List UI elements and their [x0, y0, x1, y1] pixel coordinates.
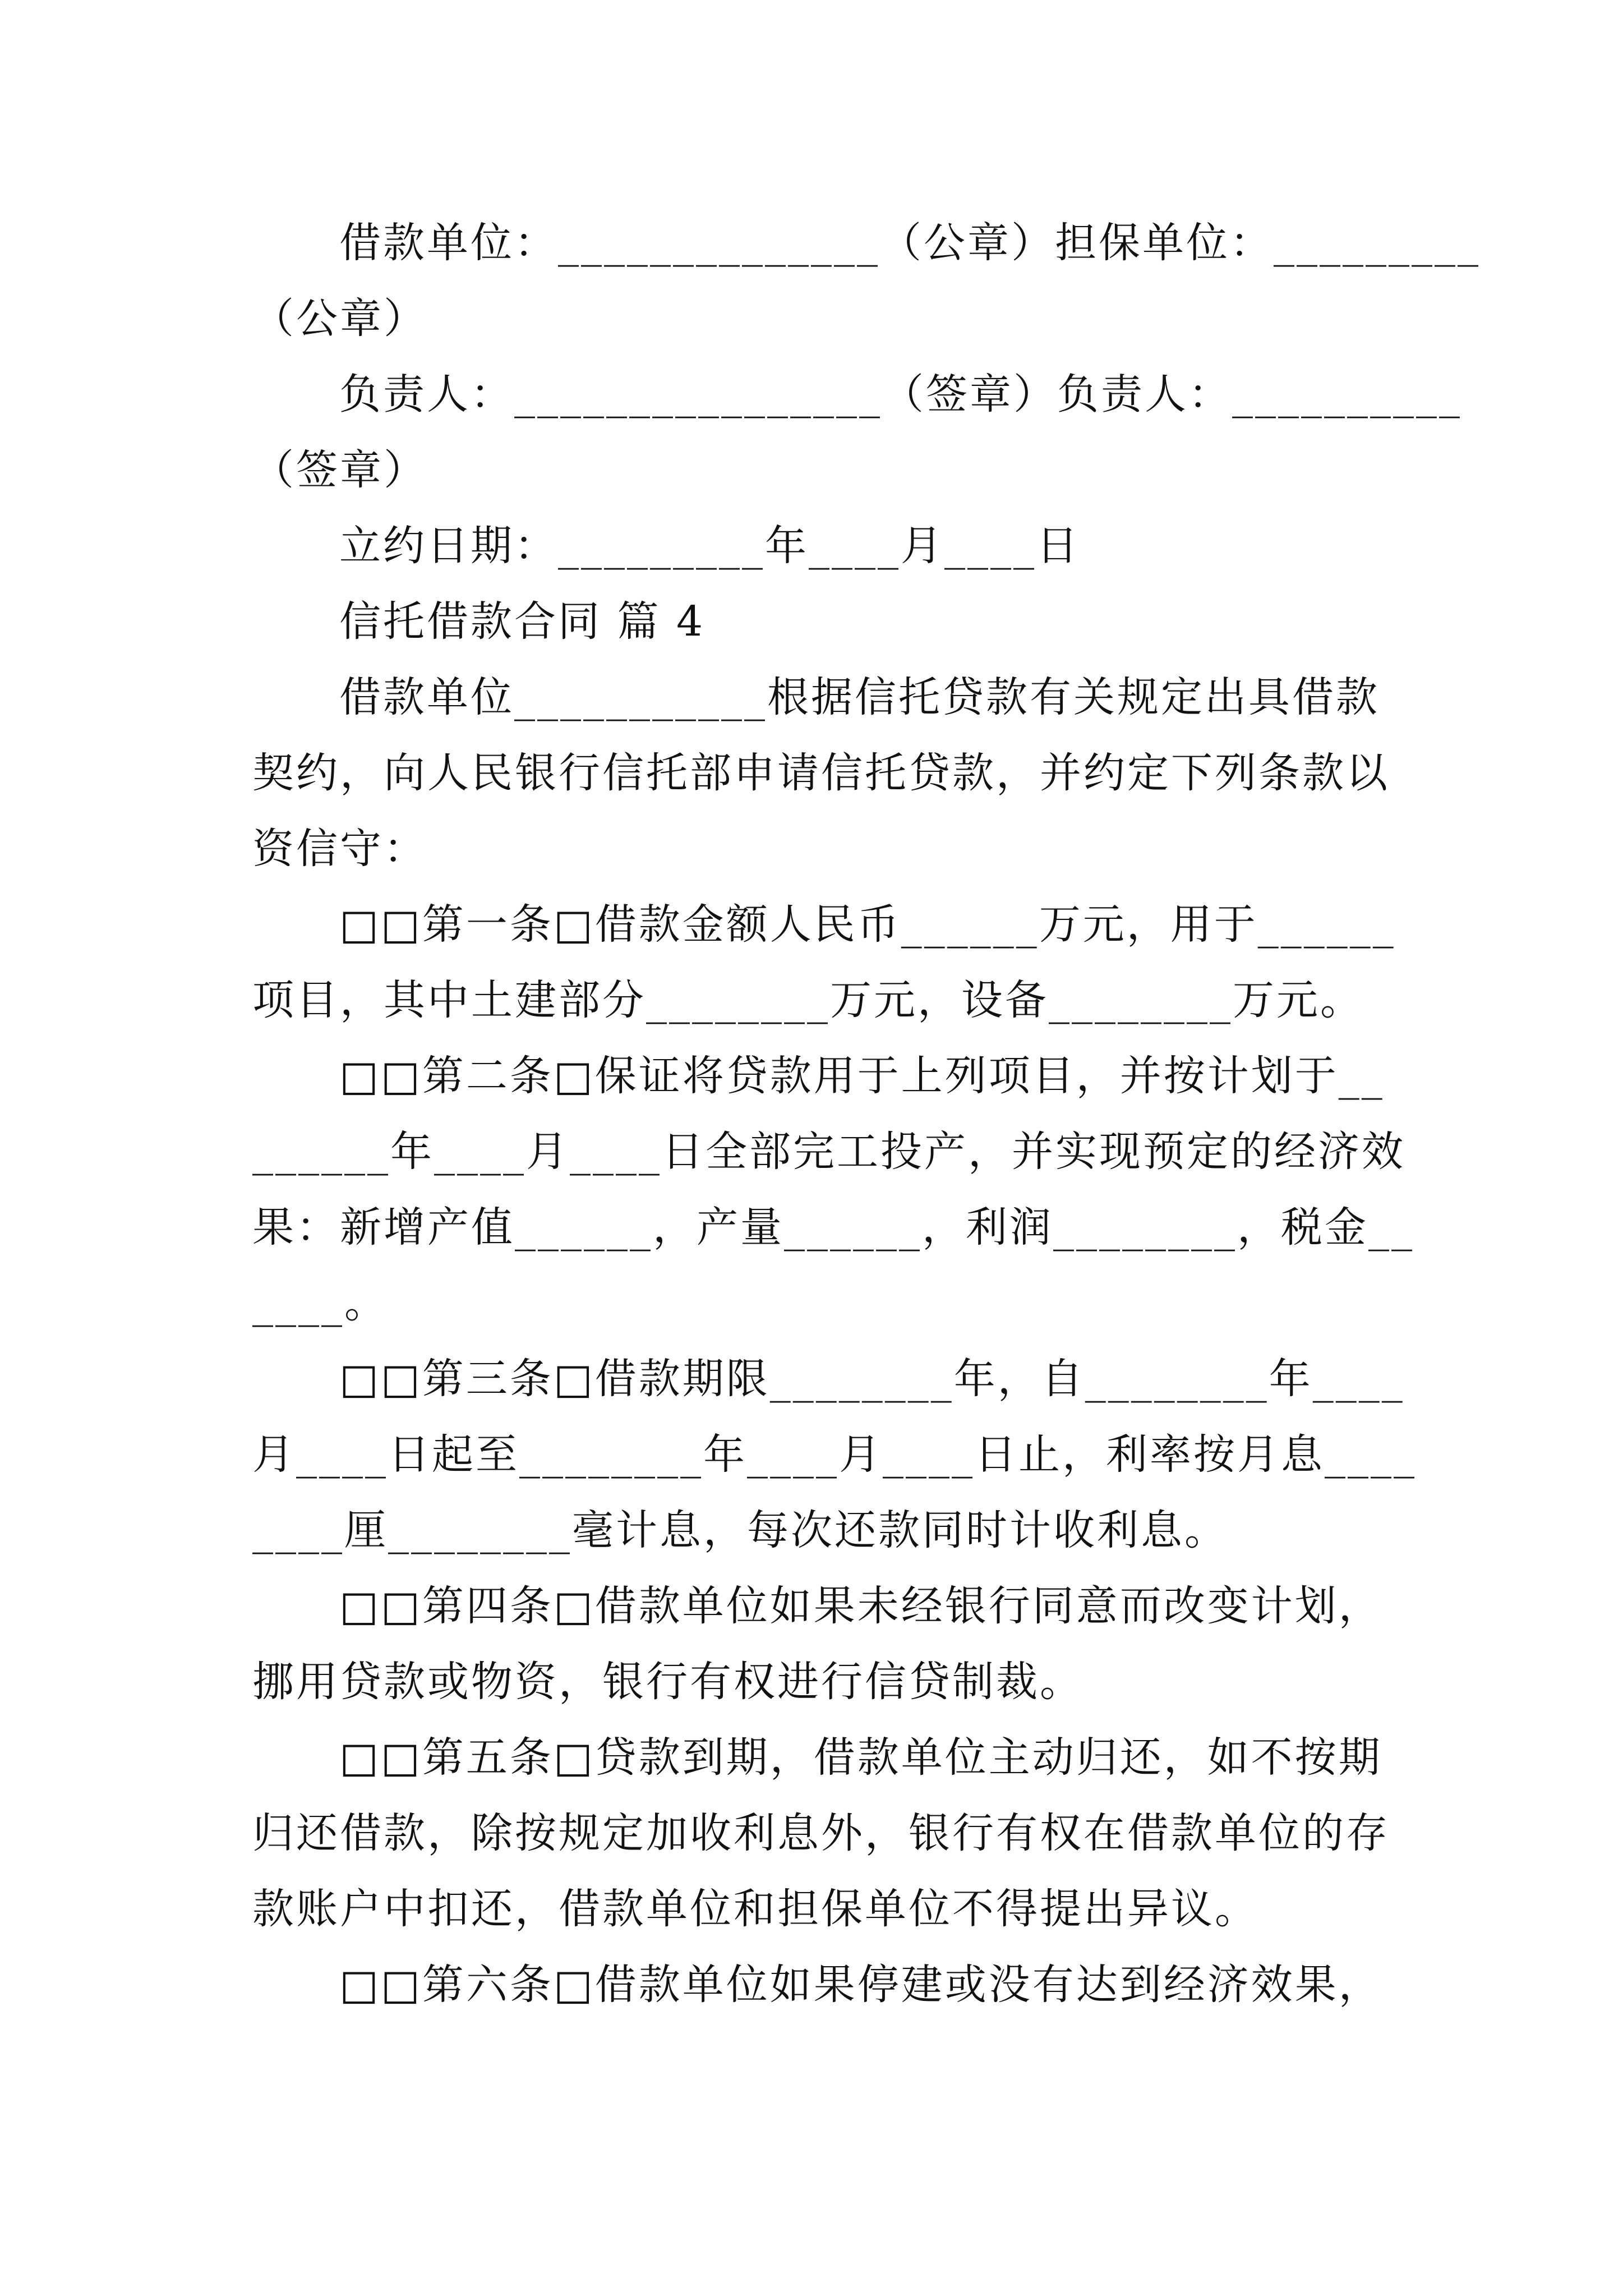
article-3-line: 月____日起至________年____月____日止，利率按月息____ — [252, 1430, 1417, 1479]
article-6-line: □□第六条□借款单位如果停建或没有达到经济效果， — [339, 1961, 1382, 2009]
article-4-line: 挪用贷款或物资，银行有权进行信贷制裁。 — [252, 1658, 1083, 1706]
paragraph-line: 资信守： — [252, 825, 427, 873]
article-5-line: 归还借款，除按规定加收利息外，银行有权在借款单位的存 — [252, 1809, 1390, 1857]
article-2-line: ____。 — [252, 1279, 388, 1327]
article-2-line: ______年____月____日全部完工投产，并实现预定的经济效 — [252, 1128, 1405, 1176]
responsible-person-line: 负责人：________________（签章）负责人：__________ — [339, 370, 1462, 418]
article-2-line: □□第二条□保证将贷款用于上列项目，并按计划于__ — [339, 1052, 1385, 1100]
article-3-line: ____厘________毫计息，每次还款同时计收利息。 — [252, 1506, 1228, 1554]
article-1-line: □□第一条□借款金额人民币______万元，用于______ — [339, 900, 1396, 949]
paragraph-line: 契约，向人民银行信托部申请信托贷款，并约定下列条款以 — [252, 749, 1390, 797]
signature-label: （签章） — [252, 446, 427, 494]
section-title: 信托借款合同 篇 4 — [339, 597, 706, 646]
article-5-line: 款账户中扣还，借款单位和担保单位不得提出异议。 — [252, 1885, 1258, 1933]
paragraph-line: 借款单位___________根据信托贷款有关规定出具借款 — [339, 673, 1380, 721]
article-5-line: □□第五条□贷款到期，借款单位主动归还，如不按期 — [339, 1733, 1382, 1782]
contract-date-line: 立约日期：_________年____月____日 — [339, 522, 1080, 570]
signature-line-borrower: 借款单位：______________（公章）担保单位：_________ — [339, 219, 1481, 267]
article-1-line: 项目，其中土建部分________万元，设备________万元。 — [252, 976, 1364, 1024]
article-2-line: 果：新增产值______，产量______，利润________，税金__ — [252, 1203, 1414, 1251]
seal-label: （公章） — [252, 295, 427, 343]
article-3-line: □□第三条□借款期限________年，自________年____ — [339, 1355, 1405, 1403]
article-4-line: □□第四条□借款单位如果未经银行同意而改变计划， — [339, 1582, 1382, 1630]
